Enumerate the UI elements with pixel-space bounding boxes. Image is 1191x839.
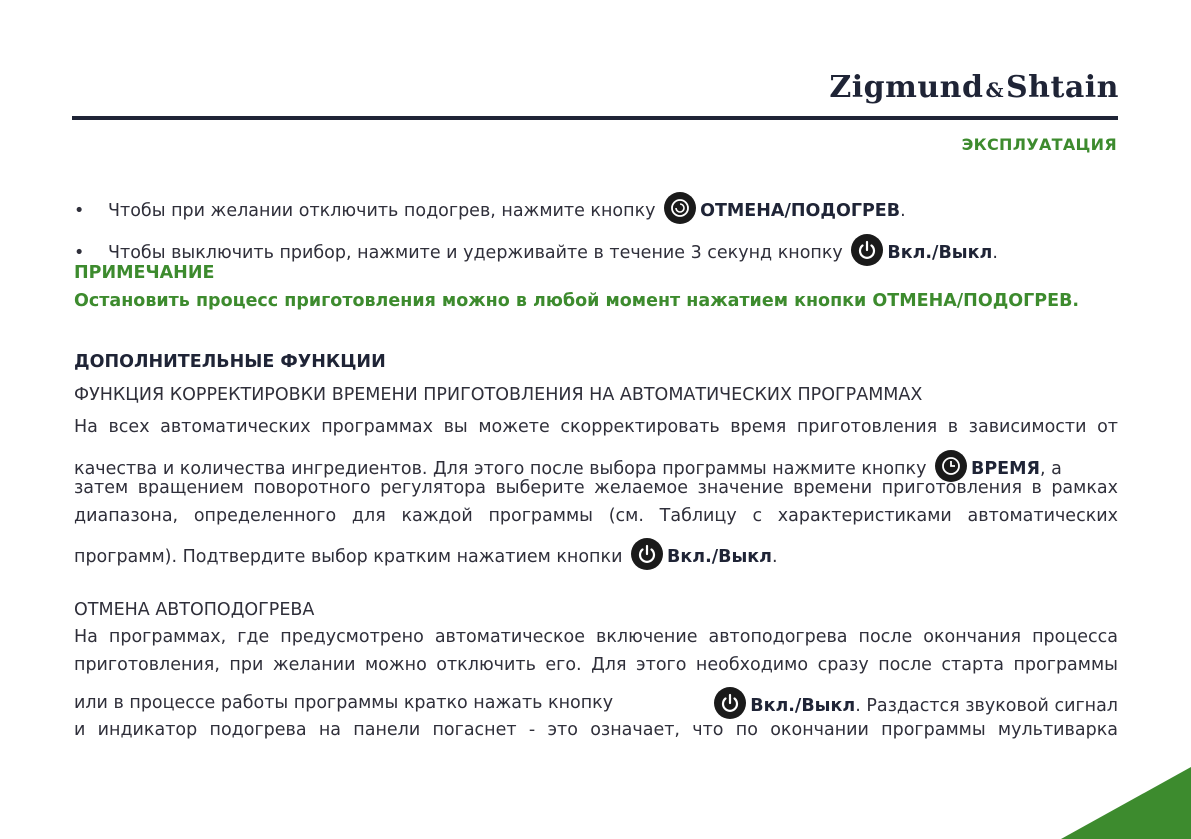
logo-left: Zigmund [829, 70, 984, 105]
power-button-group [711, 687, 1118, 719]
header-rule [72, 116, 1118, 120]
bullet-marker: • [74, 201, 85, 221]
paragraph-line: На всех автоматических программах вы можете скорректировать время приготовления в зависимости от [74, 417, 1118, 437]
power-button-label: Вкл./Выкл [667, 547, 772, 567]
note-text: Остановить процесс приготовления можно в любой момент нажатием кнопки ОТМЕНА/ПОДОГРЕВ. [74, 291, 1080, 311]
paragraph-text: качества и количества ингредиентов. Для этого после выбора программы нажмите кнопку [74, 459, 927, 479]
paragraph-text: или в процессе работы программы кратко нажать кнопку [74, 693, 614, 713]
paragraph-text: . Раздастся звуковой сигнал [855, 696, 1118, 716]
section-tag: ЭКСПЛУАТАЦИЯ [961, 135, 1117, 154]
bullet-button-label: ОТМЕНА/ПОДОГРЕВ [700, 201, 901, 221]
logo-amp: & [985, 78, 1005, 102]
extra-functions-heading: ДОПОЛНИТЕЛЬНЫЕ ФУНКЦИИ [74, 352, 386, 372]
corner-decoration [1061, 767, 1191, 839]
power-icon [631, 538, 663, 570]
paragraph-line-with-button [74, 687, 1118, 719]
bullet-marker: • [74, 243, 85, 263]
power-icon [851, 234, 883, 266]
bullet-button-label: Вкл./Выкл [887, 243, 993, 263]
bullet-text: Чтобы выключить прибор, нажмите и удерживайте в течение 3 секунд кнопку [108, 243, 843, 263]
brand-logo [829, 70, 1119, 105]
cancel-icon [664, 192, 696, 224]
paragraph-line: На программах, где предусмотрено автоматическое включение автоподогрева после окончания процесса [74, 627, 1118, 647]
paragraph-line: приготовления, при желании можно отключить его. Для этого необходимо сразу после старта программы [74, 655, 1118, 675]
paragraph-line: затем вращением поворотного регулятора выберите желаемое значение времени приготовления в рамках [74, 478, 1118, 498]
paragraph-line: диапазона, определенного для каждой программы (см. Таблицу с характеристиками автоматических [74, 506, 1118, 526]
bullet-item-cancel-warming [74, 192, 906, 224]
cancel-warming-heading: ОТМЕНА АВТОПОДОГРЕВА [74, 600, 315, 620]
time-button-label: ВРЕМЯ [971, 459, 1041, 479]
power-button-label: Вкл./Выкл [750, 696, 856, 716]
bullet-text: Чтобы при желании отключить подогрев, нажмите кнопку [108, 201, 656, 221]
paragraph-line: и индикатор подогрева на панели погаснет - это означает, что по окончании программы мультиварка [74, 720, 1118, 740]
bullet-tail: . [900, 201, 906, 221]
paragraph-line-with-button [74, 538, 1118, 570]
time-adjust-subheading: ФУНКЦИЯ КОРРЕКТИРОВКИ ВРЕМЕНИ ПРИГОТОВЛЕНИЯ НА АВТОМАТИЧЕСКИХ ПРОГРАММАХ [74, 385, 923, 405]
paragraph-text: , а [1040, 459, 1062, 479]
paragraph-text: . [771, 547, 778, 567]
power-icon [714, 687, 746, 719]
paragraph-text: программ). Подтвердите выбор кратким нажатием кнопки [74, 547, 623, 567]
note-title: ПРИМЕЧАНИЕ [74, 263, 215, 283]
bullet-tail: . [992, 243, 998, 263]
logo-right: Shtain [1006, 70, 1119, 105]
